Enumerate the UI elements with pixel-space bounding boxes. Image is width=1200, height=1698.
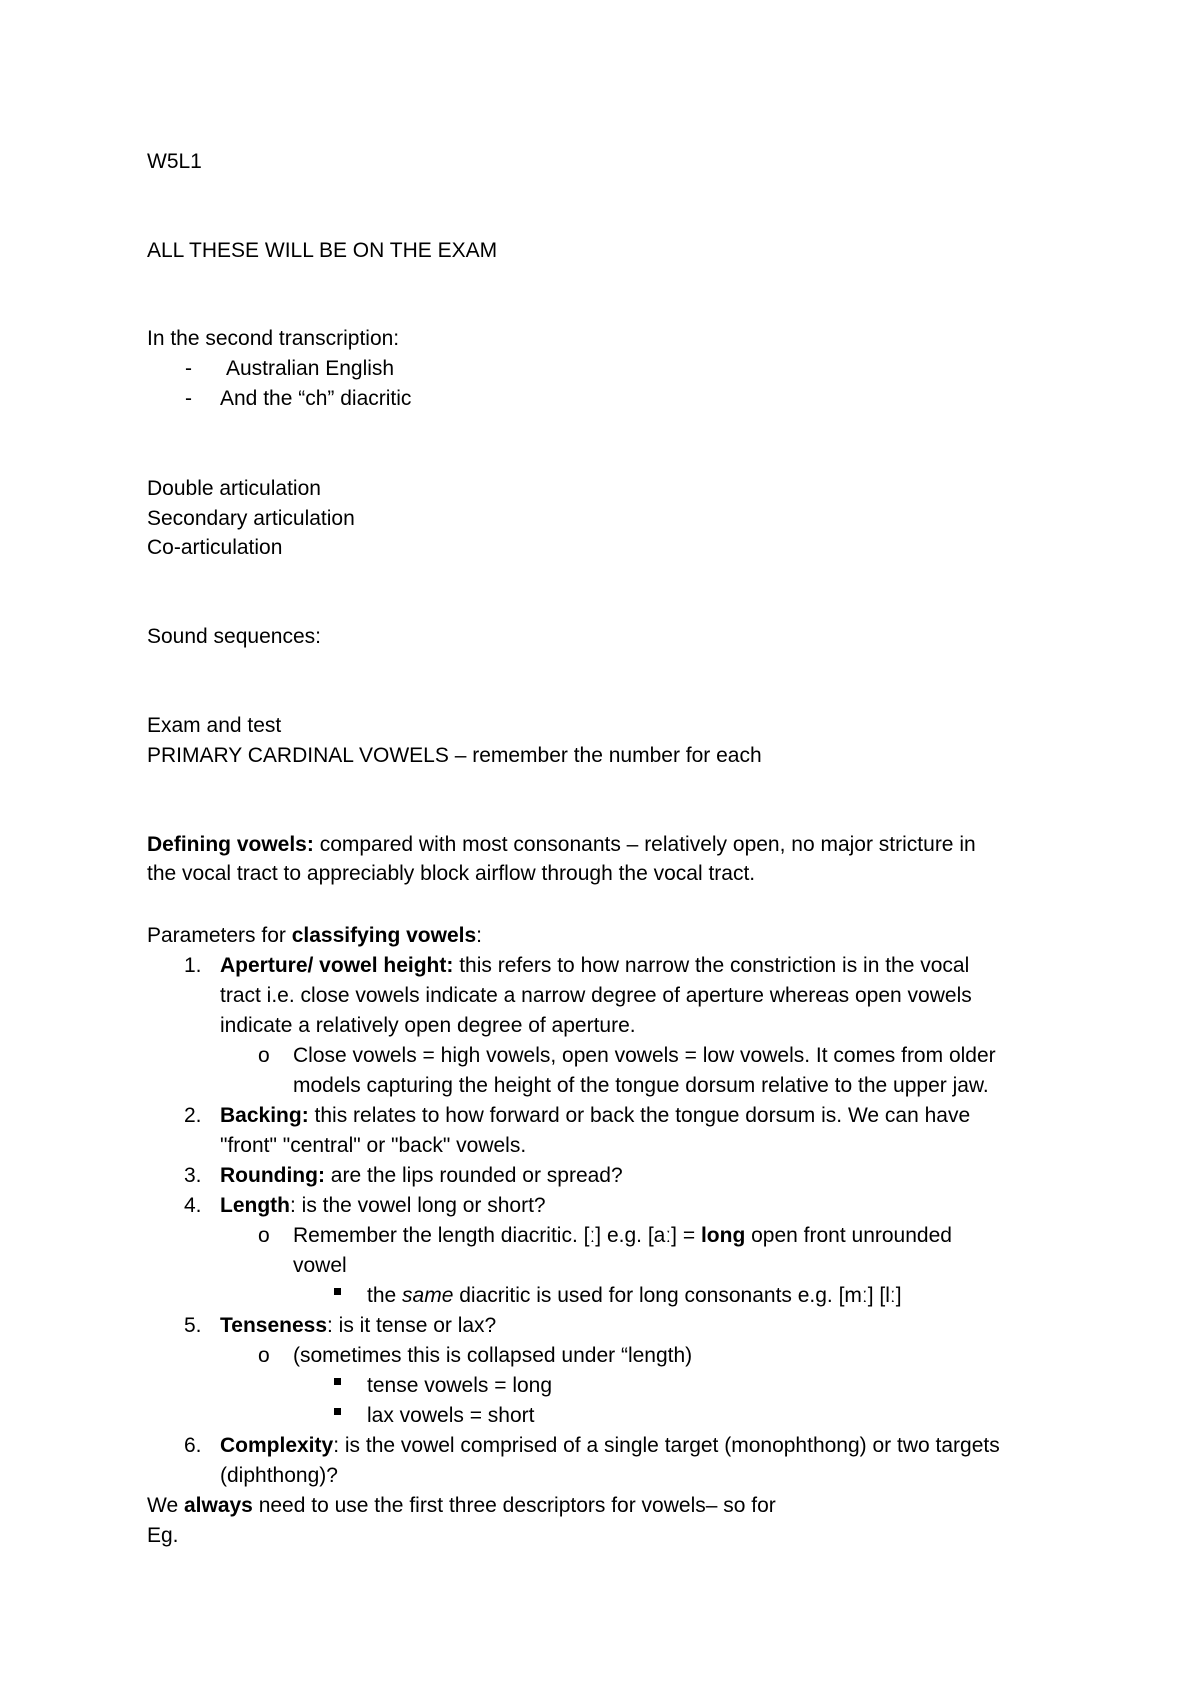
sub-item: (sometimes this is collapsed under “length) [293, 1344, 693, 1367]
parameter-item: Complexity: is the vowel comprised of a single target (monophthong) or two targets [220, 1434, 1000, 1457]
dash-bullet: - [185, 357, 192, 380]
sound-sequences: Sound sequences: [147, 625, 321, 648]
sub-sub-item: tense vowels = long [367, 1374, 553, 1397]
item-number: 1. [184, 954, 202, 977]
exam-and-test: Exam and test [147, 714, 282, 737]
articulation-line: Co-articulation [147, 536, 283, 559]
parameter-item: Length: is the vowel long or short? [220, 1194, 546, 1217]
sub-sub-item: the same diacritic is used for long consonants e.g. [mː] [lː] [367, 1284, 902, 1307]
item-number: 3. [184, 1164, 202, 1187]
articulation-line: Double articulation [147, 477, 321, 500]
list-item: Australian English [226, 357, 395, 380]
articulation-line: Secondary articulation [147, 507, 355, 530]
parameter-item-line: (diphthong)? [220, 1464, 338, 1487]
cardinal-vowels-note: PRIMARY CARDINAL VOWELS – remember the number for each [147, 744, 762, 767]
square-bullet-icon [334, 1378, 341, 1385]
item-number: 5. [184, 1314, 202, 1337]
square-bullet-icon [334, 1288, 341, 1295]
parameter-item: Backing: this relates to how forward or back the tongue dorsum is. We can have [220, 1104, 971, 1127]
item-number: 4. [184, 1194, 202, 1217]
defining-vowels-line: Defining vowels: compared with most consonants – relatively open, no major stricture in [147, 833, 976, 856]
sub-item-line: models capturing the height of the tongue dorsum relative to the upper jaw. [293, 1074, 989, 1097]
parameter-item: Tenseness: is it tense or lax? [220, 1314, 497, 1337]
doc-title: W5L1 [147, 150, 202, 173]
sub-sub-item: lax vowels = short [367, 1404, 535, 1427]
square-bullet-icon [334, 1408, 341, 1415]
parameter-item-line: indicate a relatively open degree of aperture. [220, 1014, 636, 1037]
sub-item-line: vowel [293, 1254, 347, 1277]
circle-bullet-icon: o [258, 1224, 270, 1247]
item-number: 2. [184, 1104, 202, 1127]
circle-bullet-icon: o [258, 1044, 270, 1067]
defining-vowels-label: Defining vowels: [147, 833, 314, 856]
parameter-item: Aperture/ vowel height: this refers to how narrow the constriction is in the vocal [220, 954, 970, 977]
sub-item: Close vowels = high vowels, open vowels = low vowels. It comes from older [293, 1044, 996, 1067]
parameter-item-line: "front" "central" or "back" vowels. [220, 1134, 527, 1157]
eg-line: Eg. [147, 1524, 179, 1547]
descriptors-line: We always need to use the first three descriptors for vowels– so for [147, 1494, 776, 1517]
circle-bullet-icon: o [258, 1344, 270, 1367]
exam-note: ALL THESE WILL BE ON THE EXAM [147, 239, 498, 262]
item-number: 6. [184, 1434, 202, 1457]
defining-vowels-line: the vocal tract to appreciably block airflow through the vocal tract. [147, 862, 756, 885]
parameters-intro: Parameters for classifying vowels: [147, 924, 482, 947]
parameter-item: Rounding: are the lips rounded or spread? [220, 1164, 623, 1187]
sub-item: Remember the length diacritic. [ː] e.g. [aː] = long open front unrounded [293, 1224, 952, 1247]
second-transcription-heading: In the second transcription: [147, 327, 400, 350]
dash-bullet: - [185, 387, 192, 410]
parameter-item-line: tract i.e. close vowels indicate a narrow degree of aperture whereas open vowels [220, 984, 972, 1007]
list-item: And the “ch” diacritic [220, 387, 412, 410]
